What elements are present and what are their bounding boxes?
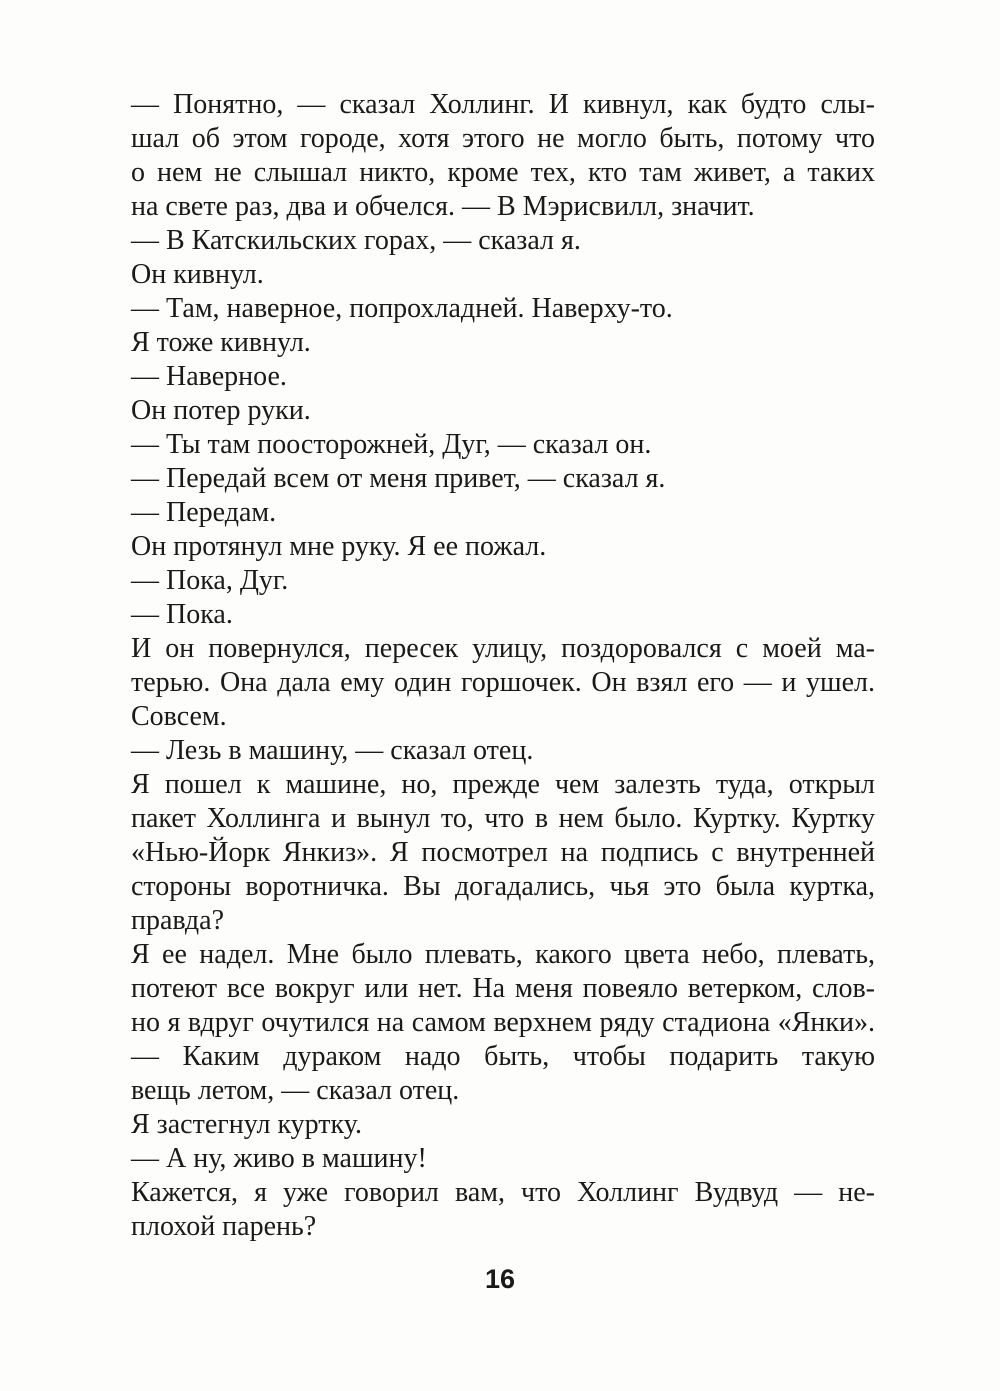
text-line: но я вдруг очутился на самом верхнем ряду стадиона «Янки». [131, 1007, 875, 1038]
text-line: Он протянул мне руку. Я ее пожал. [131, 531, 547, 562]
text-line: терью. Она дала ему один горшочек. Он взял его — и ушел. [131, 667, 875, 698]
text-line: Он кивнул. [131, 259, 264, 290]
text-line: — Передай всем от меня привет, — сказал я. [131, 463, 666, 494]
text-line: — Пока. [131, 599, 233, 630]
text-line: на свете раз, два и обчелся. — В Мэрисвилл, значит. [131, 191, 755, 222]
text-line: стороны воротничка. Вы догадались, чья это была куртка, [131, 871, 875, 902]
text-line: — Там, наверное, попрохладней. Наверху-то. [131, 293, 673, 324]
text-line: Он потер руки. [131, 395, 311, 426]
text-line: — Ты там поосторожней, Дуг, — сказал он. [131, 429, 652, 460]
text-line: — А ну, живо в машину! [131, 1143, 427, 1174]
text-line: потеют все вокруг или нет. На меня повеяло ветерком, слов- [131, 973, 875, 1004]
text-line: — Пока, Дуг. [131, 565, 289, 596]
text-line: о нем не слышал никто, кроме тех, кто там живет, а таких [131, 157, 875, 188]
page-number: 16 [484, 1264, 516, 1294]
text-line: правда? [131, 905, 225, 936]
text-line: пакет Холлинга и вынул то, что в нем было. Куртку. Куртку [131, 803, 875, 834]
text-line: вещь летом, — сказал отец. [131, 1075, 460, 1106]
text-line: плохой парень? [131, 1211, 317, 1242]
text-line: — Передам. [131, 497, 277, 528]
text-line: — Каким дураком надо быть, чтобы подарить такую [131, 1041, 875, 1072]
text-line: Я тоже кивнул. [131, 327, 311, 358]
text-line: — В Катскильских горах, — сказал я. [131, 225, 581, 256]
text-line: Я пошел к машине, но, прежде чем залезть туда, открыл [131, 769, 875, 800]
text-line: — Лезь в машину, — сказал отец. [131, 735, 534, 766]
text-line: шал об этом городе, хотя этого не могло быть, потому что [131, 123, 875, 154]
body-text [131, 88, 875, 1244]
text-line: — Наверное. [131, 361, 287, 392]
text-line: «Нью-Йорк Янкиз». Я посмотрел на подпись с внутренней [131, 837, 875, 868]
text-line: И он повернулся, пересек улицу, поздоровался с моей ма- [131, 633, 875, 664]
text-line: — Понятно, — сказал Холлинг. И кивнул, как будто слы- [131, 89, 875, 120]
text-line: Кажется, я уже говорил вам, что Холлинг Вудвуд — не- [131, 1177, 875, 1208]
text-line: Совсем. [131, 701, 227, 732]
text-line: Я застегнул куртку. [131, 1109, 362, 1140]
text-line: Я ее надел. Мне было плевать, какого цвета небо, плевать, [131, 939, 875, 970]
